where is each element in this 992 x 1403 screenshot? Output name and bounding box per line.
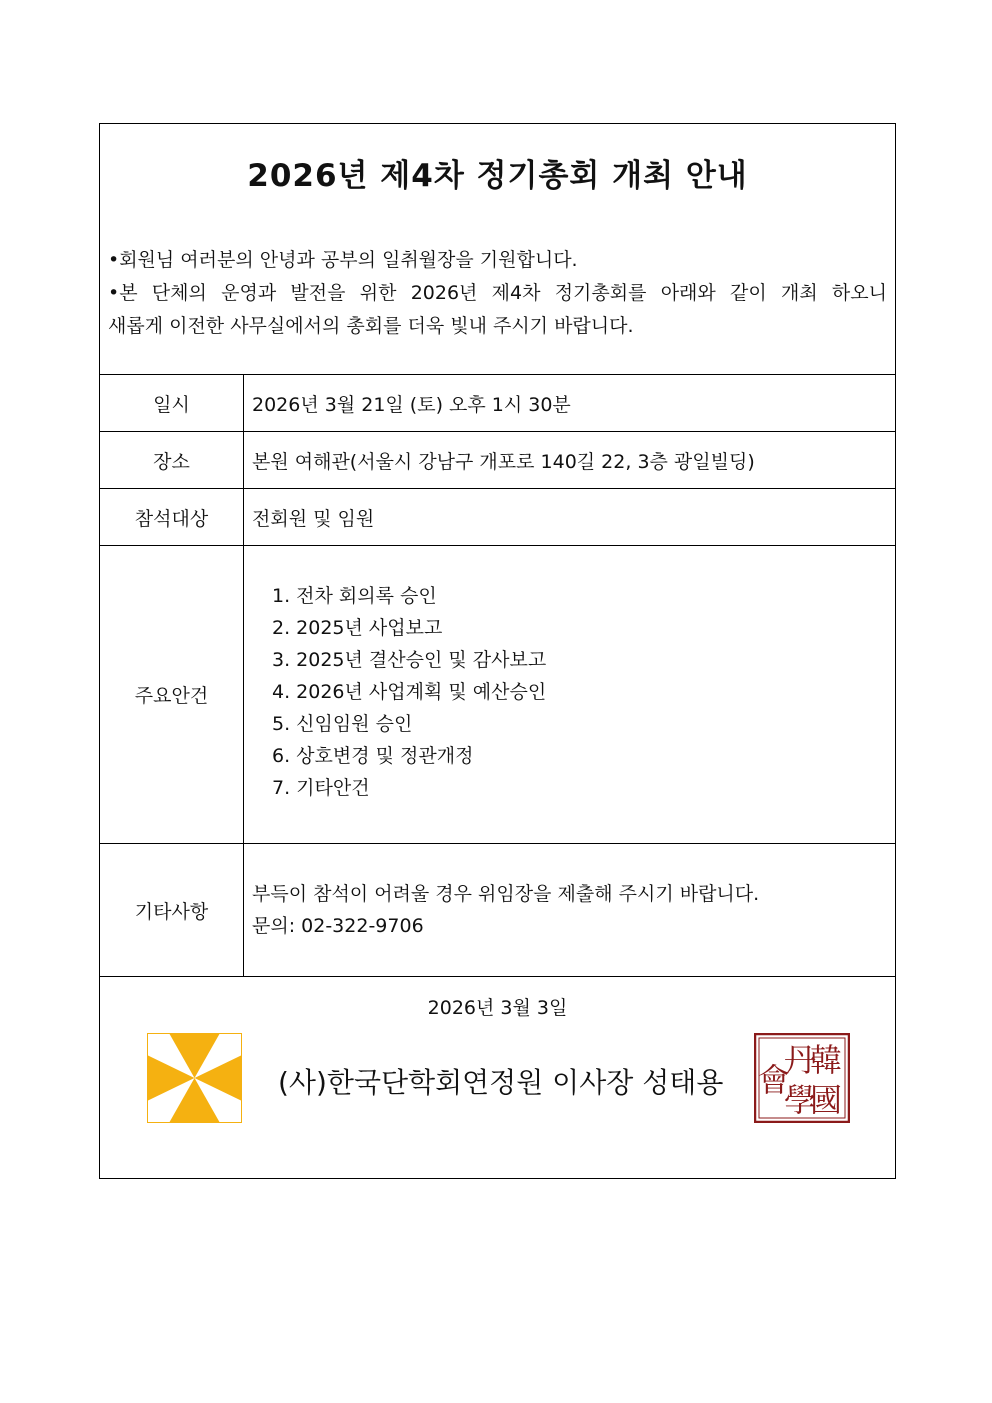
notice-document [99,123,896,1179]
agenda-label: 주요안건 [100,546,244,843]
row-etc [100,843,895,976]
issue-date: 2026년 3월 3일 [427,997,568,1019]
svg-text:韓: 韓 [809,1041,843,1079]
attendees-value: 전회원 및 임원 [252,507,375,530]
venue-label: 장소 [100,432,244,488]
document-title: 2026년 제4차 정기총회 개최 안내 [247,158,748,194]
row-venue [100,431,895,488]
intro-line-2: •본 단체의 운영과 발전을 위한 2026년 제4차 정기총회를 아래와 같이 개최 하오니 [108,282,887,304]
agenda-item: 1. 전차 회의록 승인 [272,585,437,607]
svg-text:會: 會 [757,1061,791,1099]
organization-logo [147,1033,242,1123]
svg-text:丹: 丹 [783,1041,817,1079]
venue-value: 본원 여해관(서울시 강남구 개포로 140길 22, 3층 광일빌딩) [252,450,755,473]
svg-text:國: 國 [809,1081,843,1119]
agenda-list [252,580,887,804]
agenda-item: 4. 2026년 사업계획 및 예산승인 [272,681,547,703]
agenda-item: 7. 기타안건 [272,777,370,799]
intro-line-1: •회원님 여러분의 안녕과 공부의 일취월장을 기원합니다. [108,249,578,271]
agenda-item: 3. 2025년 결산승인 및 감사보고 [272,649,547,671]
agenda-item: 2. 2025년 사업보고 [272,617,443,639]
agenda-item: 5. 신임임원 승인 [272,713,413,735]
etc-label: 기타사항 [100,844,244,976]
etc-value [252,844,887,976]
attendees-label: 참석대상 [100,489,244,545]
row-datetime [100,374,895,431]
organization-signature: (사)한국단학회연정원 이사장 성태용 [278,1066,724,1099]
intro-text [108,244,887,343]
datetime-label: 일시 [100,375,244,431]
etc-line-1: 부득이 참석이 어려울 경우 위임장을 제출해 주시기 바랍니다. [252,883,760,905]
datetime-value: 2026년 3월 21일 (토) 오후 1시 30분 [252,393,571,416]
svg-text:學: 學 [783,1081,817,1119]
agenda-value [252,546,887,843]
official-seal [754,1033,850,1123]
row-agenda [100,545,895,843]
agenda-item: 6. 상호변경 및 정관개정 [272,745,474,767]
footer [100,976,895,1178]
etc-line-2: 문의: 02-322-9706 [252,915,424,937]
row-attendees [100,488,895,545]
intro-line-3: 새롭게 이전한 사무실에서의 총회를 더욱 빛내 주시기 바랍니다. [108,315,634,337]
